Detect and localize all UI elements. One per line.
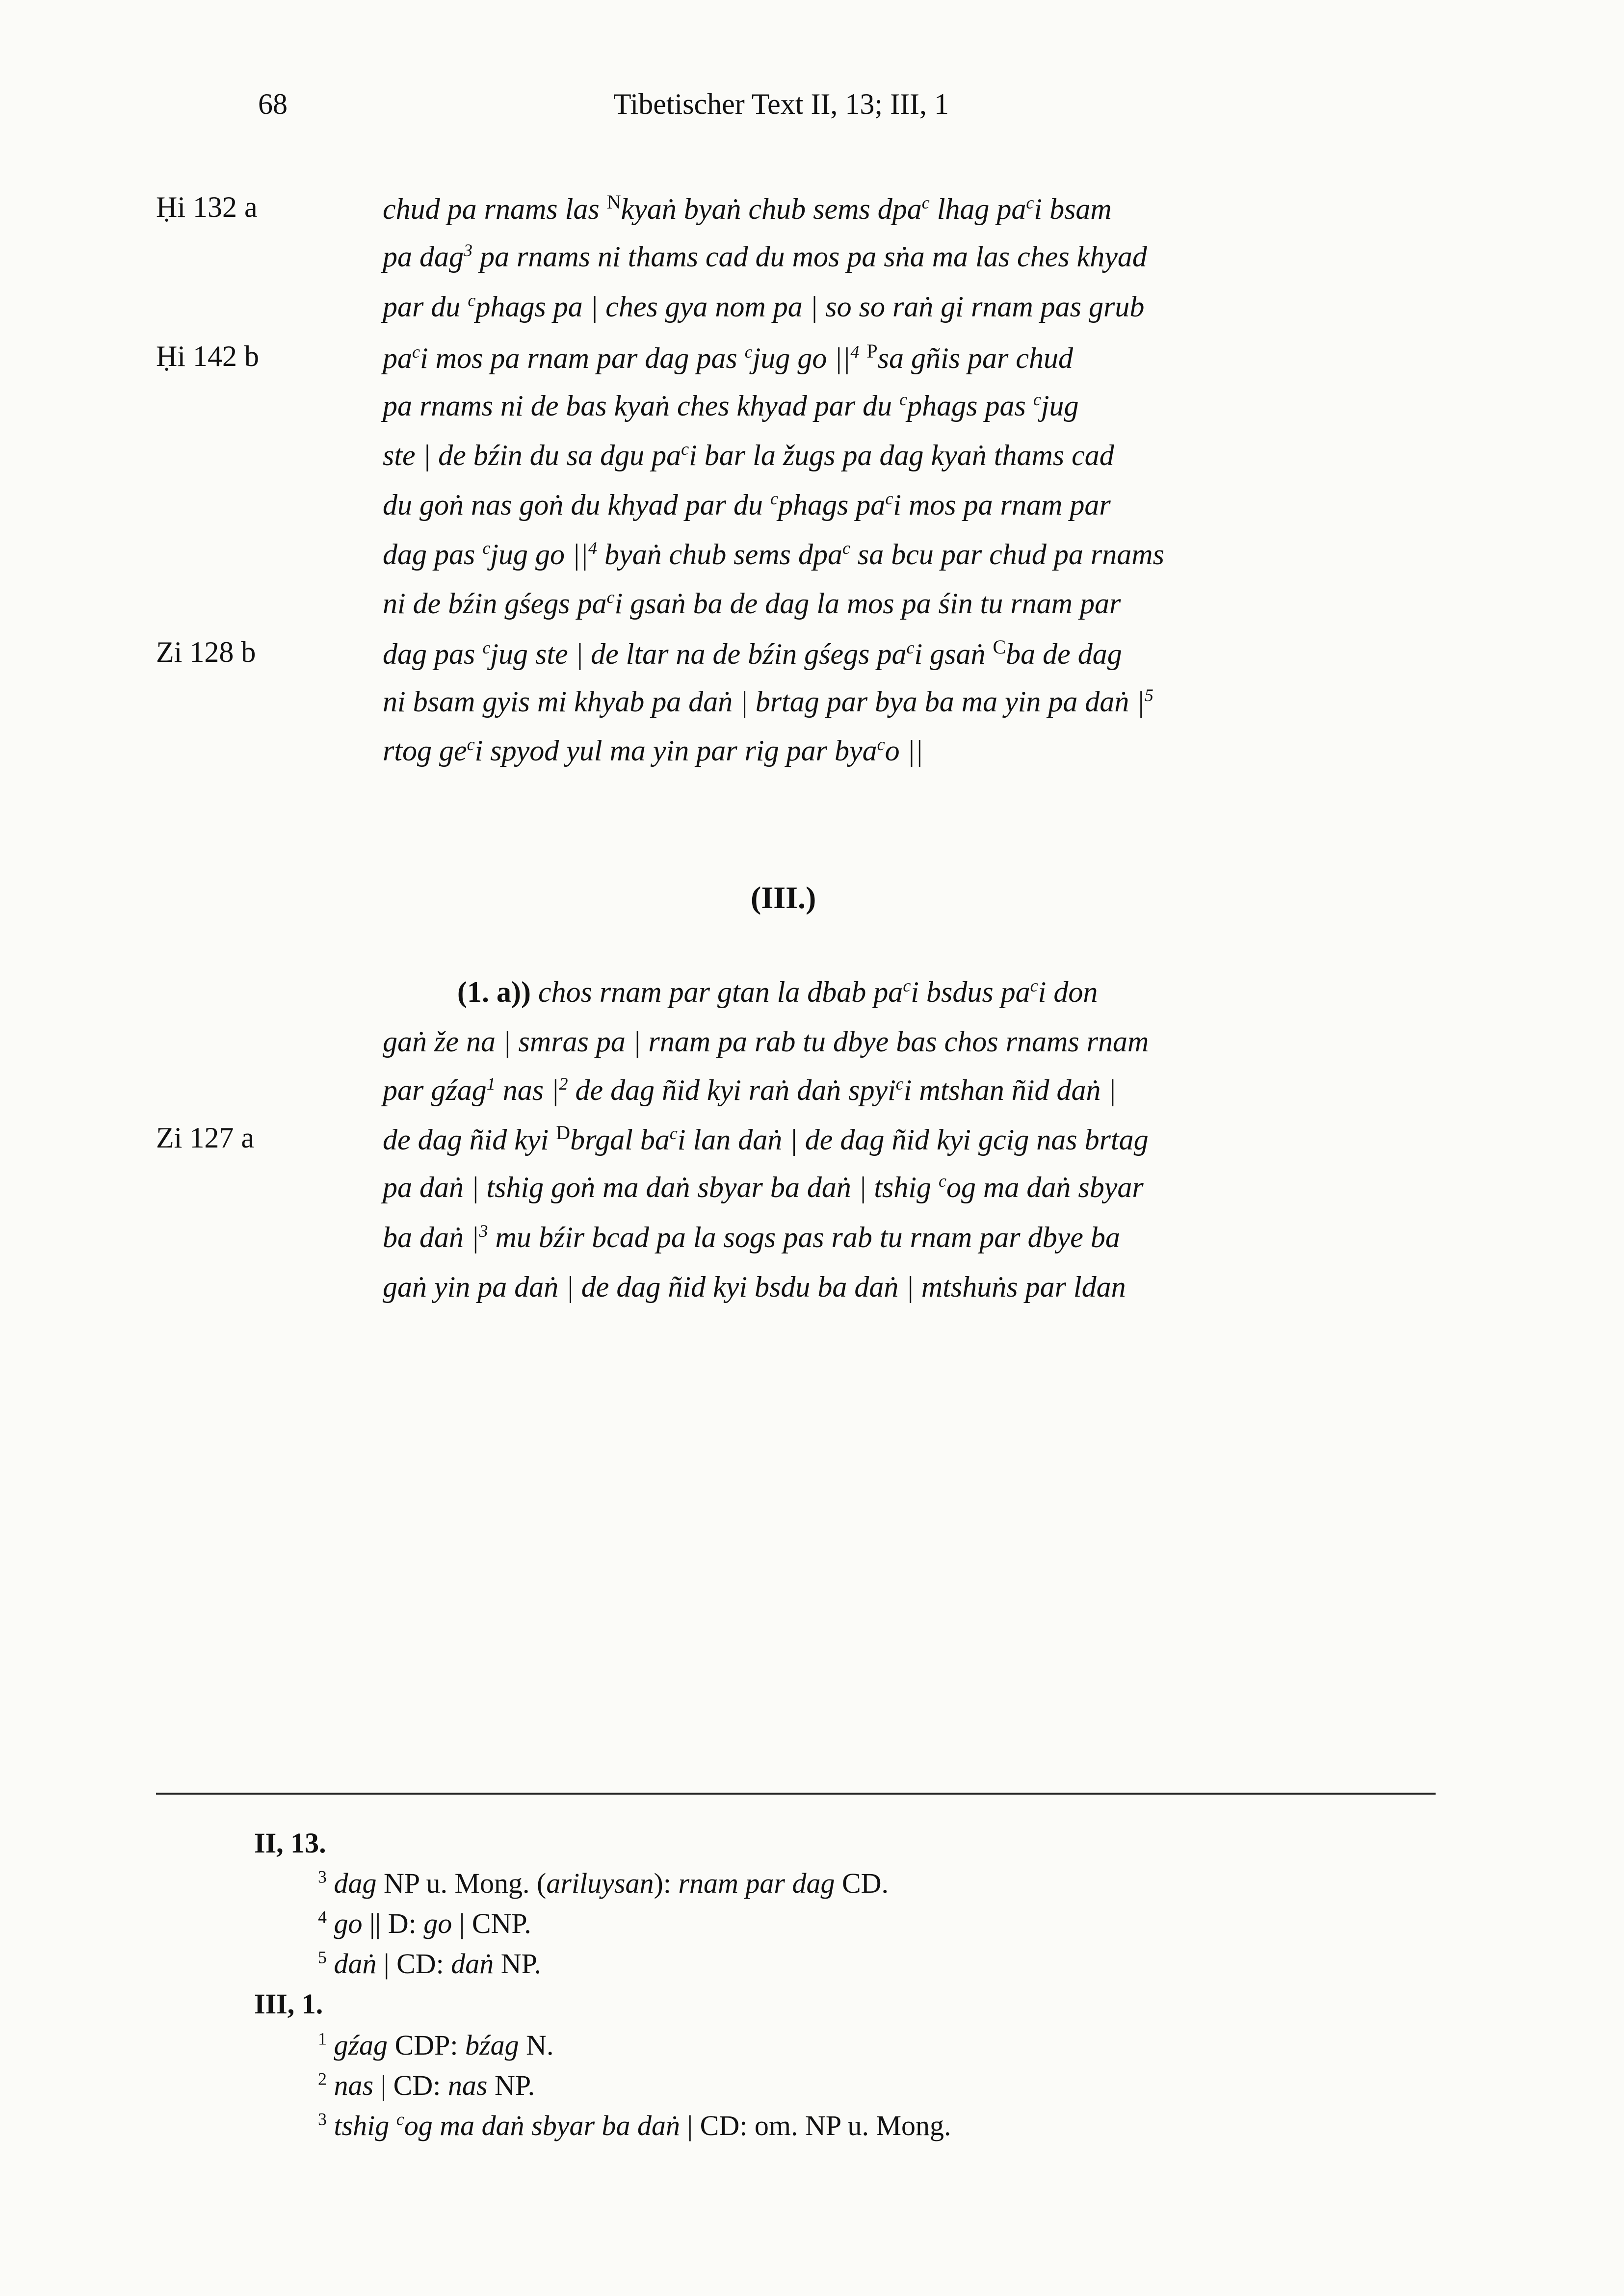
text-line: de dag ñid kyi $^D$brgal $ba^ci$ lan daṅ | de dag ñid kyi gcig nas brtag [383,1122,1149,1156]
footnote: $^1$ gźag CDP: bźag N. [318,2029,554,2061]
paragraph-label: (1. a)) [457,976,531,1008]
text-line: chud pa rnams las $^N$kyaṅ byaṅ chub sems dpa$^c$ lhag $pa^ci$ bsam [383,191,1112,225]
text-line: pa rnams ni de bas kyaṅ ches khyad par du $^c$phags pas $^c$jug [383,390,1079,422]
margin-ref-zi-127a: Zi 127 a [156,1122,254,1154]
footnote-rule [156,1793,1436,1795]
text-line: pa daṅ | tshig goṅ ma daṅ sbyar ba daṅ | tshig $^c$og ma daṅ sbyar [383,1171,1144,1203]
text-line: pa dag$^3$ pa rnams ni thams cad du mos pa sṅa ma las ches khyad [383,240,1147,273]
footnote: $^3$ tshig $^c$og ma daṅ sbyar ba daṅ | CD: om. NP u. Mong. [318,2109,951,2141]
text-line: ste | de bźin du sa dgu $pa^ci$ bar la žugs pa dag kyaṅ thams cad [383,439,1114,471]
footnote-section-label: III, 1. [254,1988,323,2020]
text-line: par gźag$^1$ nas $|^2$ de dag ñid kyi raṅ daṅ spyi$^c$i mtshan ñid daṅ | [383,1074,1116,1106]
text-line: dag pas $^c$jug go $||^4$ byaṅ chub sems dpa$^c$ sa bcu par chud pa rnams [383,538,1164,571]
text-line: rtog $ge^ci$ spyod yul ma yin par rig par bya$^c$o || [383,734,923,767]
text-line: dag pas $^c$jug ste | de ltar na de bźin gśegs $pa^ci$ gsaṅ $^C$ba de dag [383,636,1122,670]
footnote: $^2$ nas | CD: nas NP. [318,2069,535,2101]
section-heading: (III.) [751,880,816,915]
text-line: ni de bźin gśegs $pa^ci$ gsaṅ ba de dag la mos pa śin tu rnam par [383,587,1121,620]
text-line: $pa^ci$ mos pa rnam par dag pas $^c$jug go $||^4$ $^P$sa gñis par chud [383,340,1073,374]
text-line: ba daṅ $|^3$ mu bźir bcad pa la sogs pas rab tu rnam par dbye ba [383,1221,1120,1253]
text-line: par du $^c$phags pa | ches gya nom pa | so so raṅ gi rnam pas grub [383,290,1145,323]
footnote: $^4$ go || D: go | CNP. [318,1907,531,1939]
margin-ref-zi-128b: Zi 128 b [156,636,256,668]
page-number: 68 [258,88,288,120]
page-header [0,87,1624,136]
footnote-section-label: II, 13. [254,1827,326,1859]
text-line: (1. a)) chos rnam par gtan la dbab $pa^ci$ bsdus $pa^ci$ don [457,976,1098,1008]
running-title: Tibetischer Text II, 13; III, 1 [613,88,949,120]
text-line: ni bsam gyis mi khyab pa daṅ | brtag par bya ba ma yin pa daṅ $|^5$ [383,685,1153,718]
text-line: du goṅ nas goṅ du khyad par du $^c$phags $pa^ci$ mos pa rnam par [383,489,1111,521]
margin-ref-hi-142b: Ḥi 142 b [156,340,259,372]
text-line: gaṅ že na | smras pa | rnam pa rab tu dbye bas chos rnams rnam [383,1025,1149,1058]
footnote: $^5$ daṅ | CD: daṅ NP. [318,1947,541,1980]
text-line: gaṅ yin pa daṅ | de dag ñid kyi bsdu ba daṅ | mtshuṅs par ldan [383,1271,1126,1303]
footnote: $^3$ dag NP u. Mong. (ariluysan): rnam par dag CD. [318,1867,889,1899]
margin-ref-hi-132a: Ḥi 132 a [156,191,258,223]
